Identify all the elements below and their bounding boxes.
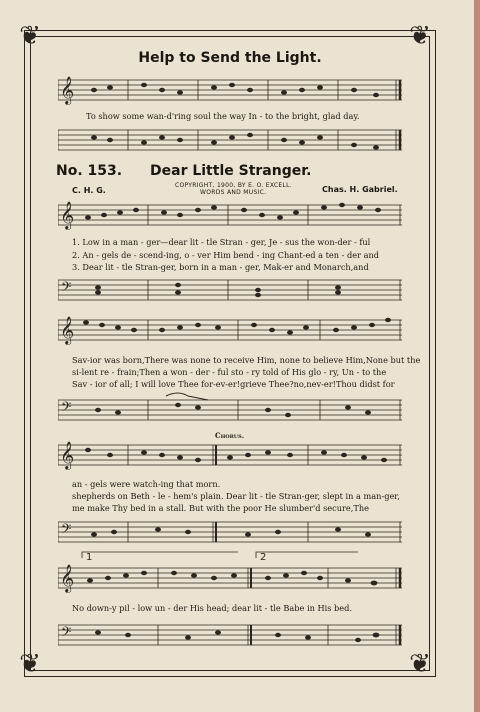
svg-text:𝄢: 𝄢: [61, 279, 72, 298]
music-staff-bass: [58, 617, 402, 653]
svg-text:𝄞: 𝄞: [60, 316, 75, 344]
corner-ornament-icon: ❦: [19, 21, 41, 51]
lyric-verse-2: shepherds on Beth - le - hem's plain. Dear lit - tle Stran-ger, slept in a man-ger,: [72, 491, 400, 501]
lyric-verse-2: 2. An - gels de - scend-ing, o - ver Him bend - ing Chant-ed a ten - der and: [72, 250, 380, 260]
composer-name: Chas. H. Gabriel.: [322, 185, 398, 194]
music-staff-bass: [58, 272, 402, 308]
svg-text:𝄞: 𝄞: [60, 76, 75, 104]
ending-2-number: 2: [260, 552, 267, 563]
svg-text:𝄢: 𝄢: [61, 521, 72, 540]
music-staff-treble: [58, 437, 402, 473]
lyric-line: To show some wan-d'ring soul the way In - to the bright, glad day.: [86, 111, 360, 121]
corner-ornament-icon: ❦: [409, 21, 431, 51]
music-staff-bass: [58, 392, 402, 428]
lyric-verse-1: an - gels were watch-ing that morn.: [72, 479, 221, 489]
ending-1-number: 1: [86, 552, 93, 563]
music-staff: [58, 122, 402, 158]
copyright-notice: COPYRIGHT, 1900, BY E. O. EXCELL.: [175, 182, 292, 189]
book-spine-edge: [474, 0, 480, 712]
svg-text:𝄢: 𝄢: [61, 399, 72, 418]
lyric-chorus-final: No down-y pil - low un - der His head; dear lit - tle Babe in His bed.: [72, 603, 352, 613]
lyric-verse-1: Sav-ior was born,There was none to receive Him, none to believe Him,None but the: [72, 355, 421, 365]
svg-text:𝄞: 𝄞: [60, 201, 75, 229]
previous-hymn-title: Help to Send the Light.: [138, 50, 322, 66]
lyric-verse-3: 3. Dear lit - tle Stran-ger, born in a man - ger, Mak-er and Monarch,and: [72, 262, 369, 272]
lyricist-initials: C. H. G.: [72, 186, 106, 195]
chorus-label: Chorus.: [215, 431, 245, 440]
music-staff-treble: [58, 548, 402, 598]
svg-text:𝄢: 𝄢: [61, 624, 72, 643]
lyric-verse-3: me make Thy bed in a stall. But with the poor He slumber'd secure,The: [72, 503, 369, 513]
music-staff-bass: [58, 514, 402, 550]
music-staff: [58, 72, 402, 108]
svg-text:𝄞: 𝄞: [60, 441, 75, 469]
hymn-number: No. 153.: [56, 163, 123, 179]
corner-ornament-icon: ❦: [409, 649, 431, 679]
corner-ornament-icon: ❦: [19, 649, 41, 679]
lyric-verse-3: Sav - ior of all; I will love Thee for-ev-er!grieve Thee?no,nev-er!Thou didst for: [72, 379, 395, 389]
lyric-verse-1: 1. Low in a man - ger—dear lit - tle Stran - ger, Je - sus the won-der - ful: [72, 237, 371, 247]
svg-text:𝄞: 𝄞: [60, 564, 75, 592]
music-staff-treble: [58, 312, 402, 348]
lyric-verse-2: si-lent re - frain;Then a won - der - ful sto - ry told of His glo - ry, Un - to the: [72, 367, 387, 377]
hymn-title: Dear Little Stranger.: [150, 163, 312, 179]
music-staff-treble: [58, 197, 402, 233]
rights-notice: WORDS AND MUSIC.: [200, 189, 267, 196]
